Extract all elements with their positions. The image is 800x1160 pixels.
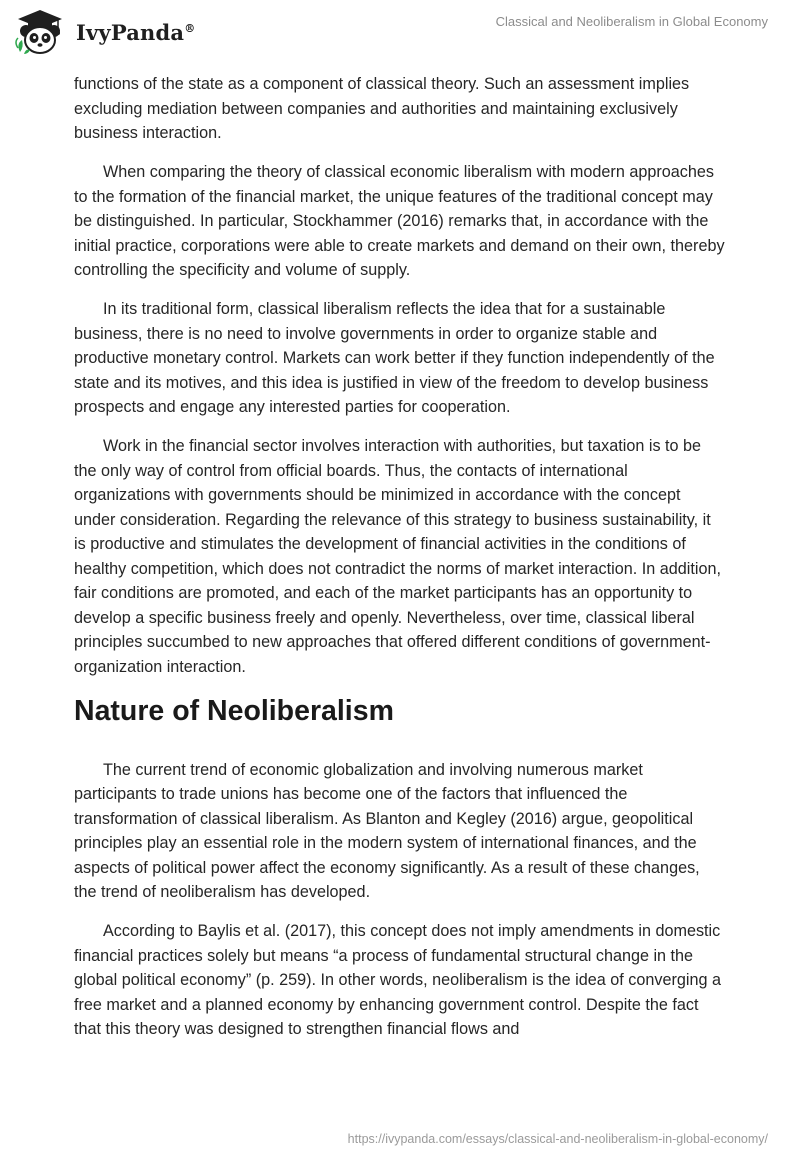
document-title: Classical and Neoliberalism in Global Economy <box>495 14 768 29</box>
source-url-link[interactable]: https://ivypanda.com/essays/classical-and-neoliberalism-in-global-economy/ <box>347 1132 768 1146</box>
ivypanda-logo[interactable] <box>14 8 195 56</box>
essay-content <box>74 72 726 1056</box>
section-heading-neoliberalism: Nature of Neoliberalism <box>74 694 394 727</box>
paragraph-3: In its traditional form, classical liberalism reflects the idea that for a sustainable business, there is no need to involve governments in order to organize stable and productive monetary control. Markets can work better if they function independently of the state and its motives, and this idea is justified in view of the freedom to develop business prospects and engage any interested parties for cooperation. <box>74 300 715 416</box>
page-header <box>0 0 800 60</box>
paragraph-2: When comparing the theory of classical economic liberalism with modern approaches to the formation of the financial market, the unique features of the traditional concept may be distinguished. In particular, Stockhammer (2016) remarks that, in accordance with the initial practice, corporations were able to create markets and demand on their own, thereby controlling the specificity and volume of supply. <box>74 163 725 279</box>
paragraph-5: The current trend of economic globalization and involving numerous market participants to trade unions has become one of the factors that influenced the transformation of classical liberalism. As Blanton and Kegley (2016) argue, geopolitical principles play an essential role in the modern system of international finances, and the aspects of political power affect the economy significantly. As a result of these changes, the trend of neoliberalism has developed. <box>74 760 700 901</box>
paragraph-6: According to Baylis et al. (2017), this concept does not imply amendments in domestic financial practices solely but means “a process of fundamental structural change in the global political economy” (p. 259). In other words, neoliberalism is the idea of converging a free market and a planned economy by enhancing government control. Despite the fact that this theory was designed to strengthen financial flows and <box>74 922 721 1038</box>
panda-graduate-icon <box>14 8 66 56</box>
paragraph-4: Work in the financial sector involves interaction with authorities, but taxation is to be the only way of control from official boards. Thus, the contacts of international organizations with governments should be minimized in accordance with the concept under consideration. Regarding the relevance of this strategy to business sustainability, it is productive and stimulates the development of financial activities in the conditions of healthy competition, which does not contradict the norms of market interaction. In addition, fair conditions are promoted, and each of the market participants has an opportunity to develop a specific business freely and openly. Nevertheless, over time, classical liberal principles succumbed to new approaches that offered different conditions of government-organization interaction. <box>74 437 721 676</box>
paragraph-1: functions of the state as a component of classical theory. Such an assessment implies excluding mediation between companies and authorities and maintaining exclusively business interaction. <box>74 75 690 142</box>
logo-wordmark: IvyPanda® <box>76 19 196 45</box>
